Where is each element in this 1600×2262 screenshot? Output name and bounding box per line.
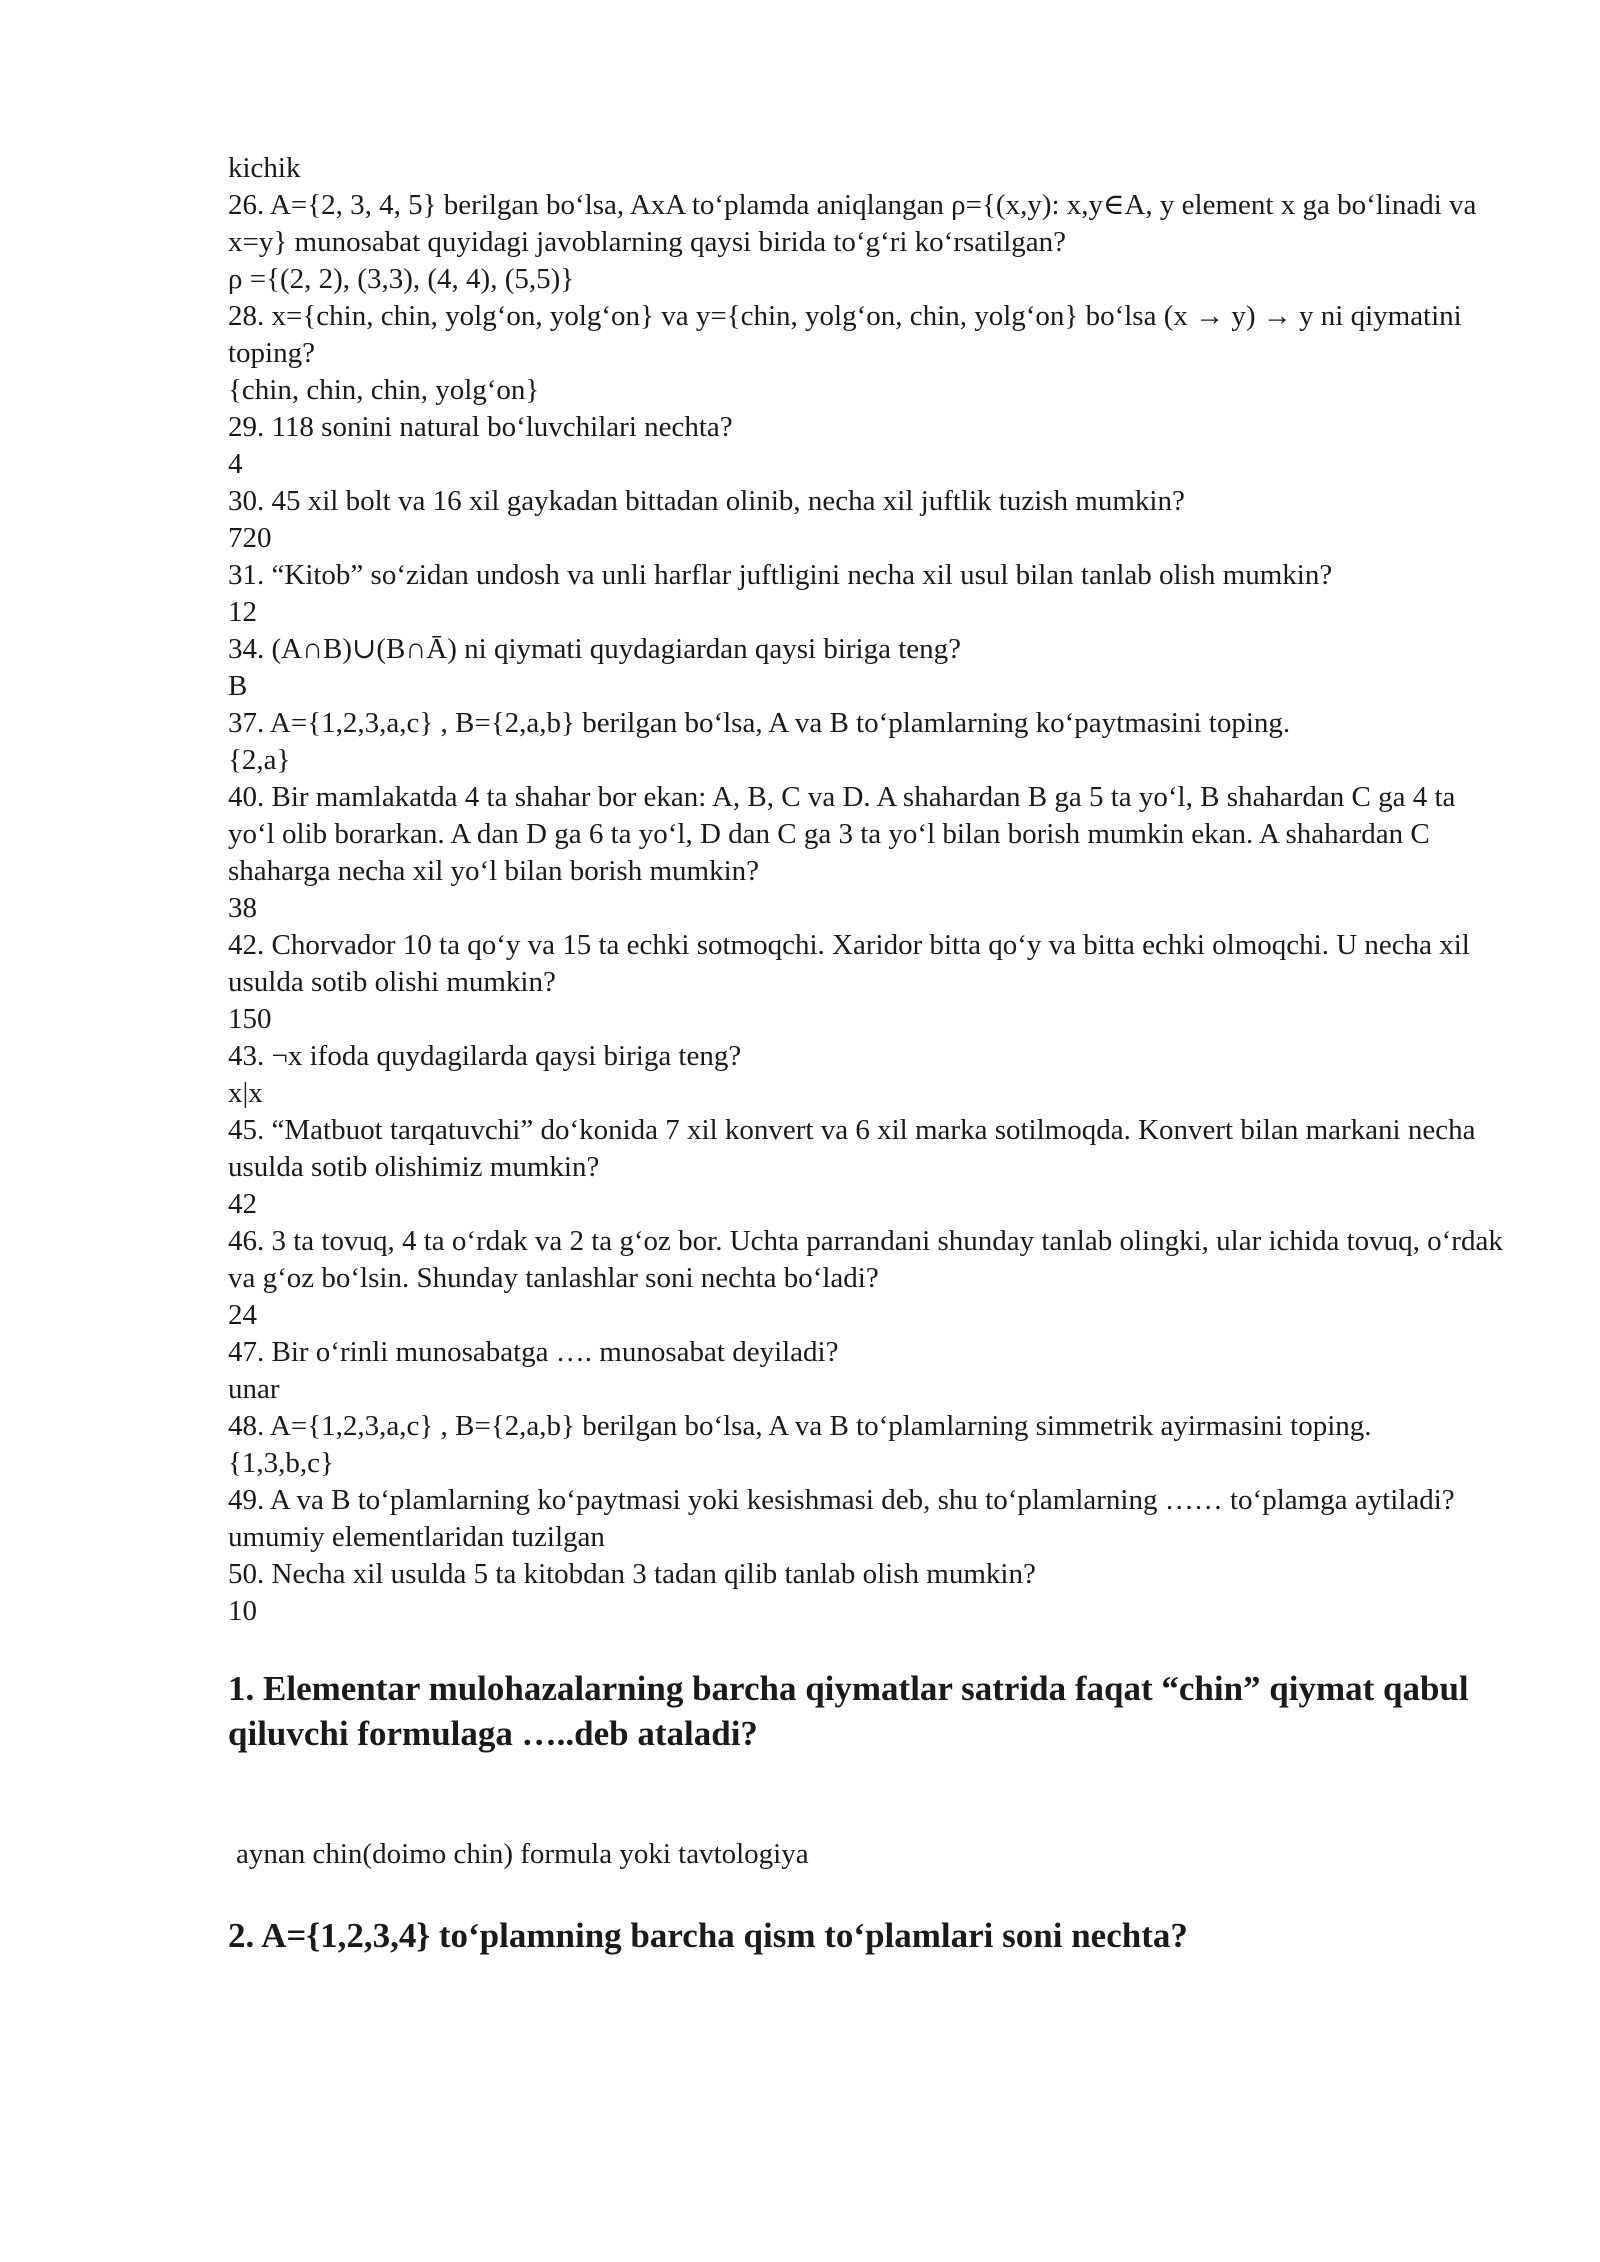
answer-text: {1,3,b,c} bbox=[228, 1447, 334, 1479]
question-text: 30. 45 xil bolt va 16 xil gaykadan bittadan olinib, necha xil juftlik tuzish mumkin? bbox=[228, 485, 1185, 517]
question-text: 37. A={1,2,3,a,c} , B={2,a,b} berilgan bo‘lsa, A va B to‘plamlarning ko‘paytmasini toping. bbox=[228, 707, 1291, 739]
question-text: 26. A={2, 3, 4, 5} berilgan bo‘lsa, AxA to‘plamda aniqlangan ρ={(x,y): x,y∈A, y element x ga bo‘linadi va x=y} munosabat quyidagi javoblarning qaysi birida to‘g‘ri ko‘rsatilgan? bbox=[228, 189, 1477, 258]
qa-item-37 bbox=[228, 705, 1508, 779]
question-text: 47. Bir o‘rinli munosabatga …. munosabat deyiladi? bbox=[228, 1336, 839, 1368]
document-page bbox=[228, 150, 1508, 1958]
answer-text: unar bbox=[228, 1373, 280, 1405]
question-text: 34. (A∩B)∪(B∩Ā) ni qiymati quydagiardan qaysi biriga teng? bbox=[228, 633, 962, 665]
answer-text: 24 bbox=[228, 1299, 257, 1331]
answer-text: 12 bbox=[228, 596, 257, 628]
question-text: 45. “Matbuot tarqatuvchi” do‘konida 7 xil konvert va 6 xil marka sotilmoqda. Konvert bilan markani necha usulda sotib olishimiz mumkin? bbox=[228, 1114, 1476, 1183]
answer-text: 150 bbox=[228, 1003, 272, 1035]
qa-item-50 bbox=[228, 1556, 1508, 1630]
qa-item-46 bbox=[228, 1223, 1508, 1334]
question-text: 29. 118 sonini natural bo‘luvchilari nechta? bbox=[228, 411, 733, 443]
qa-item-26 bbox=[228, 187, 1508, 298]
qa-item-28 bbox=[228, 298, 1508, 409]
qa-item-42 bbox=[228, 927, 1508, 1038]
qa-item-49 bbox=[228, 1482, 1508, 1556]
qa-item-31 bbox=[228, 557, 1508, 631]
answer-text: 720 bbox=[228, 522, 272, 554]
question-text: 42. Chorvador 10 ta qo‘y va 15 ta echki sotmoqchi. Xaridor bitta qo‘y va bitta echki olmoqchi. U necha xil usulda sotib olishi mumkin? bbox=[228, 929, 1470, 998]
question-text: 43. ¬x ifoda quydagilarda qaysi biriga teng? bbox=[228, 1040, 742, 1072]
qa-item-30 bbox=[228, 483, 1508, 557]
question-text: 50. Necha xil usulda 5 ta kitobdan 3 tadan qilib tanlab olish mumkin? bbox=[228, 1558, 1036, 1590]
qa-item-29 bbox=[228, 409, 1508, 483]
answer-text: x|x bbox=[228, 1077, 263, 1109]
bold-question-1: 1. Elementar mulohazalarning barcha qiymatlar satrida faqat “chin” qiymat qabul qiluvchi formulaga …..deb ataladi? bbox=[228, 1669, 1469, 1753]
answer-text: 10 bbox=[228, 1595, 257, 1627]
bold-answer-1: aynan chin(doimo chin) formula yoki tavtologiya bbox=[236, 1838, 809, 1870]
question-text: 28. x={chin, chin, yolg‘on, yolg‘on} va y={chin, yolg‘on, chin, yolg‘on} bo‘lsa (x → y) → y ni qiymatini toping? bbox=[228, 300, 1462, 369]
qa-item-45 bbox=[228, 1112, 1508, 1223]
answer-text: B bbox=[228, 670, 248, 702]
qa-item-43 bbox=[228, 1038, 1508, 1112]
answer-text: ρ ={(2, 2), (3,3), (4, 4), (5,5)} bbox=[228, 263, 575, 295]
qa-item-40 bbox=[228, 779, 1508, 927]
answer-text: umumiy elementlaridan tuzilgan bbox=[228, 1521, 605, 1553]
answer-text: {2,a} bbox=[228, 744, 291, 776]
question-text: 40. Bir mamlakatda 4 ta shahar bor ekan: A, B, C va D. A shahardan B ga 5 ta yo‘l, B shahardan C ga 4 ta yo‘l olib borarkan. A dan D ga 6 ta yo‘l, D dan C ga 3 ta yo‘l bilan borish mumkin ekan. A shahardan C shaharga necha xil yo‘l bilan borish mumkin? bbox=[228, 781, 1456, 887]
question-text: 46. 3 ta tovuq, 4 ta o‘rdak va 2 ta g‘oz bor. Uchta parrandani shunday tanlab olingki, ular ichida tovuq, o‘rdak va g‘oz bo‘lsin. Shunday tanlashlar soni nechta bo‘ladi? bbox=[228, 1225, 1503, 1294]
answer-text: 38 bbox=[228, 892, 257, 924]
question-text: 48. A={1,2,3,a,c} , B={2,a,b} berilgan bo‘lsa, A va B to‘plamlarning simmetrik ayirmasini toping. bbox=[228, 1410, 1372, 1442]
question-text: 49. A va B to‘plamlarning ko‘paytmasi yoki kesishmasi deb, shu to‘plamlarning …… to‘plamga aytiladi? bbox=[228, 1484, 1455, 1516]
bold-question-2: 2. A={1,2,3,4} to‘plamning barcha qism to‘plamlari soni nechta? bbox=[228, 1916, 1188, 1955]
lead-text: kichik bbox=[228, 152, 301, 184]
qa-item-34 bbox=[228, 631, 1508, 705]
answer-text: 4 bbox=[228, 448, 243, 480]
question-text: 31. “Kitob” so‘zidan undosh va unli harflar juftligini necha xil usul bilan tanlab olish mumkin? bbox=[228, 559, 1333, 591]
answer-text: {chin, chin, chin, yolg‘on} bbox=[228, 374, 540, 406]
qa-item-48 bbox=[228, 1408, 1508, 1482]
answer-text: 42 bbox=[228, 1188, 257, 1220]
qa-item-47 bbox=[228, 1334, 1508, 1408]
